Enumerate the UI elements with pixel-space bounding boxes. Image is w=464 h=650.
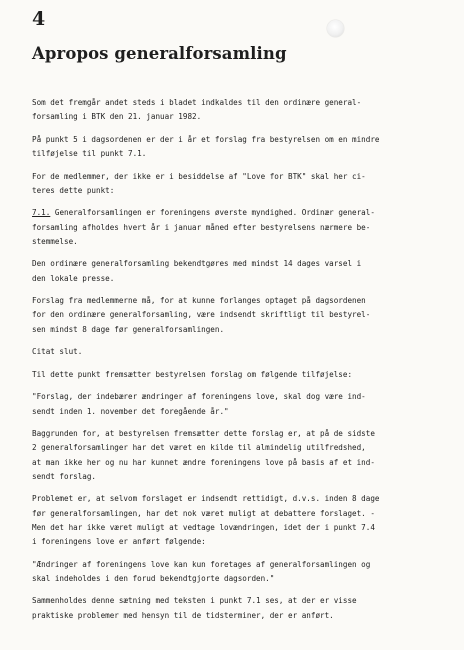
text-line: stemmelse. bbox=[32, 236, 78, 246]
text-line: sendt inden 1. november det foregående år." bbox=[32, 406, 229, 416]
paragraph bbox=[32, 390, 442, 418]
text-line: Problemet er, at selvom forslaget er indsendt rettidigt, d.v.s. inden 8 dage bbox=[32, 494, 380, 504]
text-line: Den ordinære generalforsamling bekendtgøres med mindst 14 dages varsel i bbox=[32, 259, 362, 269]
punch-hole bbox=[327, 20, 344, 37]
text-line bbox=[32, 206, 442, 220]
text-line: Baggrunden for, at bestyrelsen fremsætter dette forslag er, at på de sidste bbox=[32, 429, 375, 439]
text-line: sendt forslag. bbox=[32, 471, 97, 481]
text-line: På punkt 5 i dagsordenen er der i år et forslag fra bestyrelsen om en mindre bbox=[32, 134, 380, 144]
text-line: 2 generalforsamlinger har det været en kilde til almindelig utilfredshed, bbox=[32, 443, 366, 453]
article-body bbox=[32, 96, 442, 631]
paragraph bbox=[32, 492, 442, 549]
text-line: før generalforsamlingen, har det nok været muligt at debattere forslaget. - bbox=[32, 508, 375, 518]
section-reference: 7.1. bbox=[32, 208, 51, 218]
text-line: den lokale presse. bbox=[32, 273, 115, 283]
paragraph bbox=[32, 558, 442, 586]
text-line: i foreningens love er anført følgende: bbox=[32, 536, 206, 546]
text-line: forsamling i BTK den 21. januar 1982. bbox=[32, 112, 202, 122]
paragraph bbox=[32, 345, 442, 359]
paragraph bbox=[32, 170, 442, 198]
text-line: sen mindst 8 dage før generalforsamlingen. bbox=[32, 324, 225, 334]
text-line: forsamling afholdes hvert år i januar måned efter bestyrelsens nærmere be- bbox=[32, 222, 371, 232]
text-line: at man ikke her og nu har kunnet ændre foreningens love på basis af et ind- bbox=[32, 457, 375, 467]
text-line: Citat slut. bbox=[32, 347, 83, 357]
paragraph bbox=[32, 133, 442, 161]
text-line: skal indeholdes i den forud bekendtgjorte dagsorden." bbox=[32, 573, 275, 583]
paragraph bbox=[32, 368, 442, 382]
paragraph bbox=[32, 257, 442, 285]
text-line: "Forslag, der indebærer ændringer af foreningens love, skal dog være ind- bbox=[32, 392, 366, 402]
text-line: Til dette punkt fremsætter bestyrelsen forslag om følgende tilføjelse: bbox=[32, 369, 353, 379]
text-line: for den ordinære generalforsamling, være indsendt skriftligt til bestyrel- bbox=[32, 310, 371, 320]
text-line: For de medlemmer, der ikke er i besiddelse af "Love for BTK" skal her ci- bbox=[32, 171, 366, 181]
text-line: Som det fremgår andet steds i bladet indkaldes til den ordinære general- bbox=[32, 98, 362, 107]
text-line: praktiske problemer med hensyn til de tidsterminer, der er anført. bbox=[32, 610, 334, 620]
text-line: tilføjelse til punkt 7.1. bbox=[32, 149, 147, 158]
text-line: teres dette punkt: bbox=[32, 185, 115, 195]
paragraph bbox=[32, 96, 442, 124]
text-line: Sammenholdes denne sætning med teksten i punkt 7.1 ses, at der er visse bbox=[32, 596, 357, 606]
paragraph bbox=[32, 294, 442, 337]
text-line-content: Generalforsamlingen er foreningens øverste myndighed. Ordinær general- bbox=[50, 208, 375, 218]
text-line: Forslag fra medlemmerne må, for at kunne forlanges optaget på dagsordenen bbox=[32, 296, 366, 306]
paragraph bbox=[32, 206, 442, 249]
paragraph bbox=[32, 427, 442, 484]
text-line: Men det har ikke været muligt at vedtage lovændringen, idet der i punkt 7.4 bbox=[32, 522, 375, 532]
article-title: Apropos generalforsamling bbox=[32, 44, 287, 63]
paragraph bbox=[32, 594, 442, 622]
text-line: "Ændringer af foreningens love kan kun foretages af generalforsamlingen og bbox=[32, 559, 371, 569]
page-number: 4 bbox=[32, 8, 46, 30]
